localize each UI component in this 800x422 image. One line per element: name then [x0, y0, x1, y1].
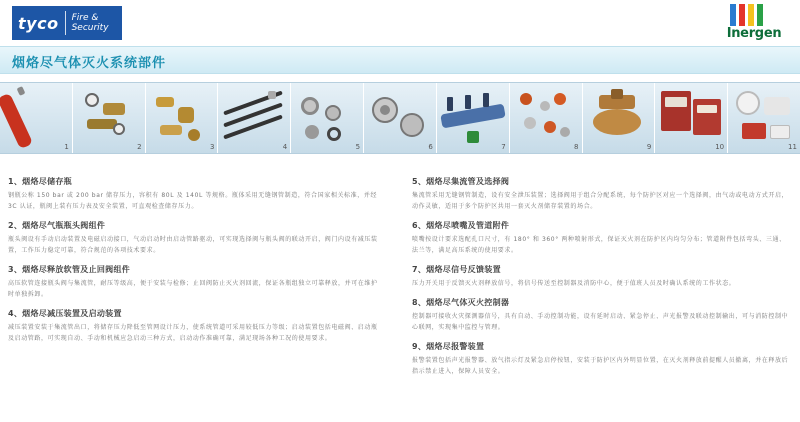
photo-number: 8	[574, 143, 579, 151]
component-photo-9	[583, 83, 656, 153]
component-photo-3	[146, 83, 219, 153]
photo-shape	[113, 123, 125, 135]
photo-number: 10	[715, 143, 725, 151]
section-body: 报警装置包括声光报警器、放气指示灯及紧急启停按钮，安装于防护区内外明显位置，在灭火剂释放前提醒人员撤离，并在释放后指示禁止进入，保障人员安全。	[412, 357, 789, 375]
photo-shape	[447, 97, 453, 111]
inergen-logo-word: Inergen	[726, 26, 782, 41]
photo-shape	[764, 97, 790, 115]
section-heading: 8、烟烙尽气体灭火控制器	[412, 298, 510, 307]
photo-shape	[697, 105, 717, 113]
photo-shape	[540, 101, 550, 111]
inergen-logo	[720, 2, 788, 48]
component-section	[8, 264, 380, 300]
section-body: 压力开关用于反馈灭火剂释放信号，将信号传送至控制器及消防中心，便于值班人员及时确认系统的工作状态。	[412, 280, 736, 287]
photo-shape	[593, 109, 641, 135]
component-photo-strip	[0, 82, 800, 154]
photo-shape	[465, 95, 471, 109]
photo-shape	[301, 97, 319, 115]
photo-shape	[0, 93, 33, 150]
valves-and-gauges-icon	[73, 83, 145, 153]
inergen-bar-blue	[730, 4, 736, 26]
tyco-logo-word: tyco	[18, 13, 59, 33]
section-heading: 2、烟烙尽气瓶瓶头阀组件	[8, 221, 106, 230]
component-photo-7	[437, 83, 510, 153]
tyco-logo	[12, 6, 122, 40]
section-body: 钢瓶公称 150 bar 或 200 bar 储存压力，容积有 80L 及 140L 等规格。瓶体采用无缝钢管制造，符合国家相关标准，并经 3C 认证，瓶阀上装有压力表及安全装置，可直观检查储存压力。	[8, 192, 378, 210]
component-section	[8, 308, 380, 344]
component-section	[412, 264, 792, 289]
nozzles-icon	[510, 83, 582, 153]
photo-shape	[736, 91, 760, 115]
left-column	[8, 176, 380, 352]
section-heading: 3、烟烙尽释放软管及止回阀组件	[8, 265, 131, 274]
section-heading: 5、烟烙尽集流管及选择阀	[412, 177, 510, 186]
section-heading: 6、烟烙尽喷嘴及管道附件	[412, 221, 510, 230]
inergen-bar-green	[757, 4, 763, 26]
photo-shape	[160, 125, 182, 135]
photo-shape	[742, 123, 766, 139]
photo-shape	[467, 131, 479, 143]
photo-number: 2	[137, 143, 142, 151]
component-section	[8, 220, 380, 256]
photo-shape	[156, 97, 174, 107]
component-photo-6	[364, 83, 437, 153]
photo-shape	[178, 107, 194, 123]
photo-shape	[400, 113, 424, 137]
component-photo-8	[510, 83, 583, 153]
photo-shape	[327, 127, 341, 141]
photo-number: 1	[64, 143, 69, 151]
photo-shape	[520, 93, 532, 105]
component-photo-2	[73, 83, 146, 153]
section-body: 控制器可接收火灾探测器信号，具有自动、手动控制功能，设有延时启动、紧急停止、声光报警及联动控制输出，可与消防控制中心联网，实现集中监控与管理。	[412, 313, 789, 331]
inergen-bar-red	[739, 4, 745, 26]
component-photo-11	[728, 83, 800, 153]
photo-shape	[224, 115, 284, 140]
component-section	[412, 176, 792, 212]
photo-number: 5	[355, 143, 361, 151]
hose-assemblies-icon	[218, 83, 290, 153]
photo-number: 11	[788, 143, 797, 151]
component-section	[412, 341, 792, 377]
tyco-logo-line2: Security	[71, 23, 109, 33]
component-photo-5	[291, 83, 364, 153]
component-section	[8, 176, 380, 212]
photo-shape	[305, 125, 319, 139]
section-body: 高压软管连接瓶头阀与集流管，耐压等级高，便于安装与检修；止回阀防止灭火剂回流，保证各瓶组独立可靠释放，并可在维护时单独拆卸。	[8, 280, 378, 298]
photo-shape	[770, 125, 790, 139]
component-photo-1	[0, 83, 73, 153]
photo-shape	[560, 127, 570, 137]
tyco-logo-line1: Fire &	[71, 13, 99, 23]
inergen-logo-bars	[730, 4, 763, 26]
component-section	[412, 220, 792, 256]
selector-valve-icon	[583, 83, 655, 153]
component-section	[412, 297, 792, 333]
component-photo-10	[655, 83, 728, 153]
section-heading: 1、烟烙尽储存瓶	[8, 177, 72, 186]
photo-shape	[544, 121, 556, 133]
manifold-pipe-icon	[437, 83, 509, 153]
photo-number: 6	[428, 143, 433, 151]
photo-number: 7	[501, 143, 506, 151]
right-column	[412, 176, 792, 385]
page-title: 烟烙尽气体灭火系统部件	[12, 56, 167, 71]
section-body: 喷嘴按设计要求选配孔口尺寸，有 180° 和 360° 两种喷射形式，保证灭火剂在防护区内均匀分布；管道附件包括弯头、三通、法兰等，满足高压系统的使用要求。	[412, 236, 786, 254]
tyco-logo-divider	[65, 11, 66, 35]
photo-shape	[268, 91, 276, 99]
section-body: 瓶头阀设有手动启动装置及电磁启动接口，气动启动时由启动管路驱动，可实现选择阀与瓶头阀的联动开启，阀门内设有减压装置，工作压力稳定可靠，符合规范的各项技术要求。	[8, 236, 378, 254]
section-body: 减压装置安装于集流管出口，将储存压力降低至管网设计压力，使系统管道可采用较低压力等级；启动装置包括电磁阀、启动瓶及启动管路，可实现自动、手动和机械应急启动三种方式，启动动作准确可靠，满足现场各种工况的使用要求。	[8, 324, 378, 342]
tyco-logo-subtitle	[72, 13, 109, 33]
photo-shape	[554, 93, 566, 105]
photo-shape	[85, 93, 99, 107]
brass-fittings-icon	[146, 83, 218, 153]
photo-number: 9	[646, 143, 652, 151]
check-valves-and-rings-icon	[291, 83, 363, 153]
section-heading: 9、烟烙尽报警装置	[412, 342, 485, 351]
photo-shape	[17, 86, 26, 96]
section-heading: 4、烟烙尽减压装置及启动装置	[8, 309, 122, 318]
photo-shape	[483, 93, 489, 107]
photo-shape	[103, 103, 125, 115]
tall-red-cylinder-icon	[0, 83, 72, 153]
photo-shape	[611, 89, 623, 99]
photo-number: 4	[282, 143, 288, 151]
photo-shape	[380, 105, 390, 115]
photo-shape	[325, 105, 341, 121]
component-photo-4	[218, 83, 291, 153]
photo-shape	[524, 117, 536, 129]
photo-shape	[665, 97, 687, 107]
section-body: 集流管采用无缝钢管制造，设有安全泄压装置；选择阀用于组合分配系统，每个防护区对应一个选择阀，由气动或电动方式开启，动作灵敏，适用于多个防护区共用一套灭火剂储存装置的场合。	[412, 192, 789, 210]
photo-shape	[188, 129, 200, 141]
control-heads-icon	[364, 83, 436, 153]
photo-number: 3	[209, 143, 215, 151]
inergen-bar-yellow	[748, 4, 754, 26]
section-heading: 7、烟烙尽信号反馈装置	[412, 265, 501, 274]
